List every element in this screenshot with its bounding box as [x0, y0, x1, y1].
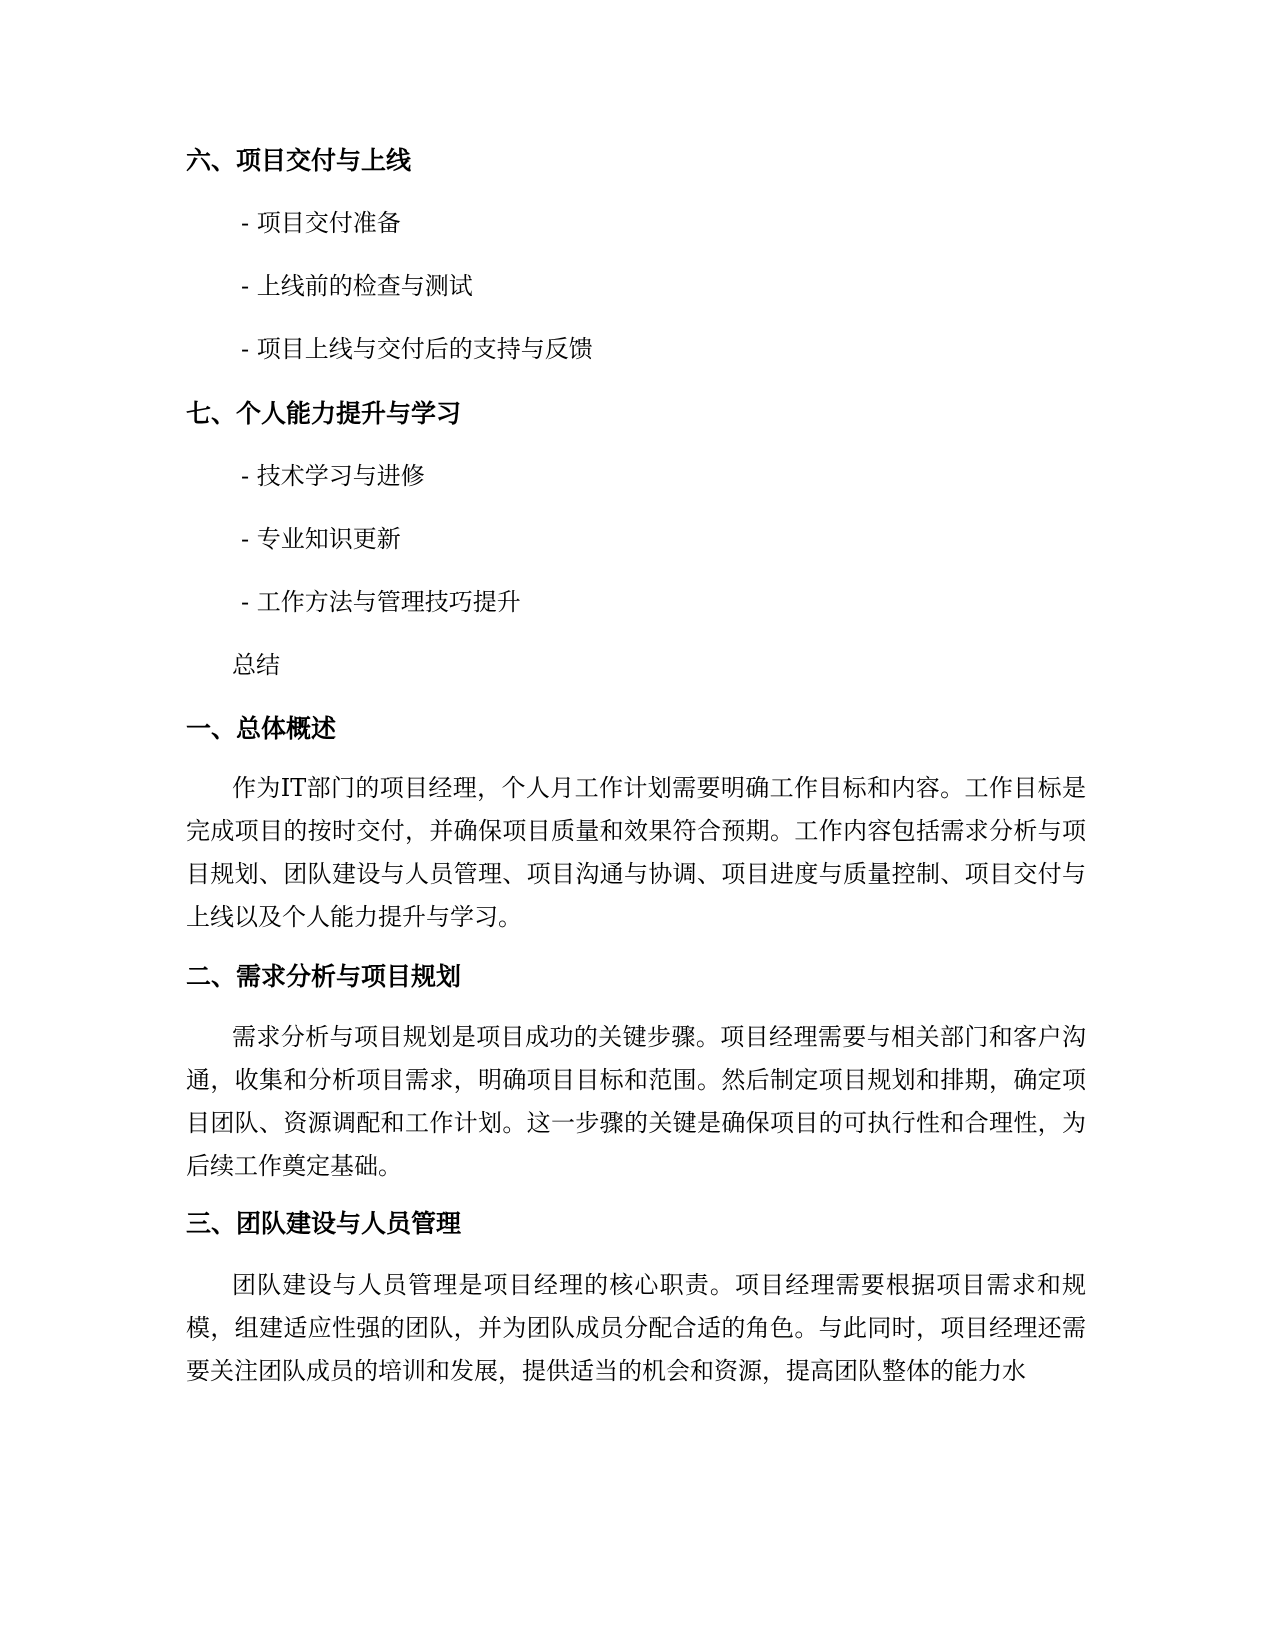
section-3-paragraph: 团队建设与人员管理是项目经理的核心职责。项目经理需要根据项目需求和规模，组建适应性强的团队，并为团队成员分配合适的角色。与此同时，项目经理还需要关注团队成员的培训和发展，提供适当的机会和资源，提高团队整体的能力水 [186, 1271, 1086, 1385]
section-6-heading: 六、项目交付与上线 [186, 146, 412, 175]
section-6-item-3: - 项目上线与交付后的支持与反馈 [241, 335, 593, 363]
section-1-heading: 一、总体概述 [186, 714, 337, 743]
section-3-heading: 三、团队建设与人员管理 [186, 1209, 462, 1238]
section-6-item-2: - 上线前的检查与测试 [241, 272, 473, 300]
summary-label: 总结 [232, 651, 280, 679]
section-6-item-1: - 项目交付准备 [241, 209, 401, 237]
section-2-heading: 二、需求分析与项目规划 [186, 962, 462, 991]
section-7-item-2: - 专业知识更新 [241, 525, 401, 553]
section-7-heading: 七、个人能力提升与学习 [186, 399, 462, 428]
section-2-paragraph: 需求分析与项目规划是项目成功的关键步骤。项目经理需要与相关部门和客户沟通，收集和分析项目需求，明确项目目标和范围。然后制定项目规划和排期，确定项目团队、资源调配和工作计划。这一步骤的关键是确保项目的可执行性和合理性，为后续工作奠定基础。 [186, 1023, 1086, 1180]
section-7-item-3: - 工作方法与管理技巧提升 [241, 588, 521, 616]
section-1-paragraph: 作为IT部门的项目经理，个人月工作计划需要明确工作目标和内容。工作目标是完成项目的按时交付，并确保项目质量和效果符合预期。工作内容包括需求分析与项目规划、团队建设与人员管理、项目沟通与协调、项目进度与质量控制、项目交付与上线以及个人能力提升与学习。 [186, 774, 1086, 931]
section-7-item-1: - 技术学习与进修 [241, 462, 425, 490]
